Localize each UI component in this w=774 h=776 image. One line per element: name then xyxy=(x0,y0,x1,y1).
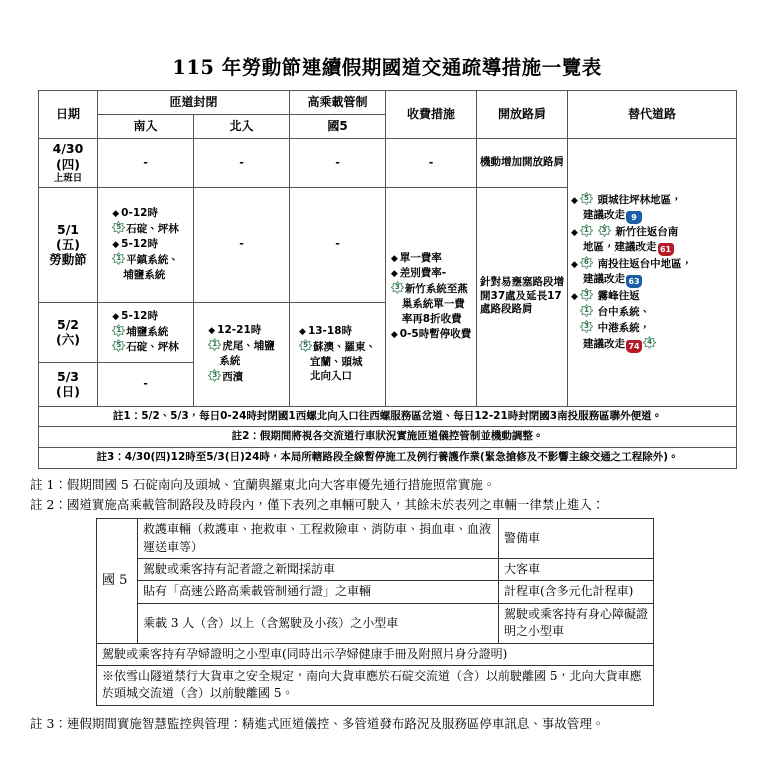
measure-line xyxy=(112,252,179,268)
header-date: 日期 xyxy=(39,91,98,139)
toll-measures-list xyxy=(391,251,471,341)
outer-note-1: 註 1：假期間國 5 石碇南向及頭城、宜蘭與羅東北向大客車優先通行措施照常實施。 xyxy=(30,476,496,492)
header-toll: 收費措施 xyxy=(386,91,477,139)
measure-line xyxy=(571,288,733,304)
freeway-plum-marker-1: 1 xyxy=(112,252,125,265)
inner-note-2: 註2：假期間將視各交流道行車狀況實施匝道儀控管制並機動調整。 xyxy=(39,427,737,448)
highway-shield-9: 9 xyxy=(626,211,642,224)
measure-text: 13-18時 xyxy=(307,324,353,337)
freeway-plum-marker-5: 5 xyxy=(112,339,125,352)
measure-line xyxy=(112,237,179,252)
bullet-diamond-icon: ◆ xyxy=(390,329,398,340)
main-table-wrapper xyxy=(0,78,774,468)
measure-text: 差別費率- xyxy=(399,267,447,280)
outer-note-3: 註 3：連假期間實施智慧監控與管理：精進式匝道儀控、多管道發布路況及服務區停車訊息、事故管理。 xyxy=(30,715,605,731)
bullet-diamond-icon: ◆ xyxy=(390,254,398,265)
inner-note-row xyxy=(39,427,737,448)
vehicle-left-0: 救護車輛（救護車、拖救車、工程救險車、消防車、捐血車、血液運送車等） xyxy=(138,519,499,559)
freeway-plum-marker-1: 1 xyxy=(580,304,593,317)
vehicle-right-2: 計程車(含多元化計程車) xyxy=(499,581,654,603)
measure-text: 系統 xyxy=(219,355,241,368)
measure-line xyxy=(208,354,275,369)
measure-line xyxy=(208,369,275,385)
measure-text: 中港系統， xyxy=(597,321,651,334)
freeway-plum-marker-3: 3 xyxy=(391,281,404,294)
bullet-diamond-icon: ◆ xyxy=(571,196,578,207)
freeway-plum-marker-5: 5 xyxy=(299,339,312,352)
outer-notes xyxy=(0,469,774,516)
north-0501: - xyxy=(194,187,290,302)
freeway-plum-marker-3: 3 xyxy=(580,320,593,333)
measure-text: 北向入口 xyxy=(310,370,353,383)
traffic-measures-table xyxy=(38,90,737,468)
date-cell-0503 xyxy=(39,362,98,406)
freeway-plum-marker-3: 3 xyxy=(208,369,221,382)
table-row xyxy=(97,603,654,643)
bullet-diamond-icon: ◆ xyxy=(390,269,398,280)
measure-text: 5-12時 xyxy=(121,238,158,251)
shoulder-cell: 針對易壅塞路段增開37處及延長17處路段路肩 xyxy=(477,187,568,406)
header-alternate: 替代道路 xyxy=(568,91,737,139)
measure-line xyxy=(299,355,376,370)
date-cell-0502 xyxy=(39,302,98,362)
header-north-entry: 北入 xyxy=(194,115,290,139)
table-row xyxy=(39,139,737,187)
toll-0430: - xyxy=(386,139,477,187)
page-title: 115 年勞動節連續假期國道交通疏導措施一覽表 xyxy=(172,56,602,79)
measure-text: 南投往返台中地區， xyxy=(597,258,693,271)
measure-line xyxy=(391,312,471,327)
measure-line xyxy=(112,206,179,221)
freeway-plum-marker-1: 1 xyxy=(208,338,221,351)
date-cell-0501 xyxy=(39,187,98,302)
inner-note-3: 註3：4/30(四)12時至5/3(日)24時，本局所轄路段全線暫停施工及例行養護作業(緊急搶修及不影響主線交通之工程除外)。 xyxy=(39,448,737,469)
highway-shield-63: 63 xyxy=(626,275,642,288)
vehicle-left-1: 駕駛或乘客持有記者證之新聞採訪車 xyxy=(138,559,499,581)
north-0502 xyxy=(194,302,290,406)
freeway-plum-marker-1: 1 xyxy=(580,224,593,237)
measure-line xyxy=(571,272,733,288)
bullet-diamond-icon: ◆ xyxy=(571,228,578,239)
freeway-plum-marker-5: 5 xyxy=(112,221,125,234)
vehicle-table-wrapper xyxy=(0,515,774,706)
vehicle-left-3: 乘載 3 人（含）以上（含駕駛及小孩）之小型車 xyxy=(138,603,499,643)
measure-text: 0-5時暫停收費 xyxy=(399,327,472,340)
header-ramp-closure: 匝道封閉 xyxy=(98,91,290,115)
measure-text: 石碇、坪林 xyxy=(126,223,179,236)
date-value: 5/2 xyxy=(57,316,79,332)
measure-line xyxy=(112,221,179,237)
hov-0501: - xyxy=(290,187,386,302)
inner-note-row xyxy=(39,406,737,427)
table-row xyxy=(97,559,654,581)
freeway-plum-marker-3: 3 xyxy=(598,224,611,237)
measure-line xyxy=(391,266,471,281)
inner-note-1: 註1：5/2、5/3，每日0-24時封閉國1西螺北向入口往西螺服務區岔道、每日12-21時封閉國3南投服務區聯外便道。 xyxy=(39,406,737,427)
highway-shield-61: 61 xyxy=(658,243,674,256)
toll-cell xyxy=(386,187,477,406)
alternate-routes-cell xyxy=(568,139,737,406)
measure-line xyxy=(208,338,275,354)
measure-line xyxy=(391,251,471,266)
freeway-plum-marker-1: 1 xyxy=(112,324,125,337)
measure-line xyxy=(299,324,376,339)
measure-text: 埔鹽系統 xyxy=(123,268,166,281)
measure-text: 石碇、坪林 xyxy=(126,341,179,354)
bullet-diamond-icon: ◆ xyxy=(571,260,578,271)
measure-text: 蘇澳、羅東、 xyxy=(313,340,377,353)
date-note: 勞動節 xyxy=(49,252,87,268)
measure-text: 埔鹽系統 xyxy=(126,325,169,338)
vehicle-left-2: 貼有「高速公路高乘載管制通行證」之車輛 xyxy=(138,581,499,603)
measure-line xyxy=(571,224,733,240)
date-value: 4/30 xyxy=(52,141,84,157)
measure-line xyxy=(299,339,376,355)
measure-text: 建議改走 xyxy=(583,209,626,222)
date-note: 上班日 xyxy=(53,172,83,184)
measure-text: 頭城往坪林地區， xyxy=(597,194,682,207)
south-0430: - xyxy=(98,139,194,187)
date-cell-0430 xyxy=(39,139,98,187)
measure-line xyxy=(112,268,179,283)
measure-text: 0-12時 xyxy=(121,207,158,220)
alternate-routes-list xyxy=(571,192,733,352)
south-0502 xyxy=(98,302,194,362)
measure-line xyxy=(391,281,471,297)
date-weekday: (五) xyxy=(56,236,80,252)
measure-text: 地區，建議改走 xyxy=(583,241,657,254)
vehicle-full-row-1: ※依雪山隧道禁行大貨車之安全規定，南向大貨車應於石碇交流道（含）以前駛離國 5，北向大貨車應於頭城交流道（含）以前駛離國 5。 xyxy=(97,666,654,706)
date-weekday: (四) xyxy=(56,156,80,172)
vehicle-full-row-0: 駕駛或乘客持有孕婦證明之小型車(同時出示孕婦健康手冊及附照片身分證明) xyxy=(97,643,654,665)
measure-text: 建議改走 xyxy=(583,337,626,350)
outer-note-2: 註 2：國道實施高乘載管制路段及時段內，僅下表列之車輛可駛入，其餘未於表列之車輛一律禁止進入： xyxy=(30,497,605,513)
date-weekday: (日) xyxy=(56,384,80,400)
measure-line xyxy=(571,304,733,320)
date-value: 5/3 xyxy=(57,368,79,384)
header-freeway5: 國5 xyxy=(290,115,386,139)
bullet-diamond-icon: ◆ xyxy=(299,326,306,337)
table-row xyxy=(97,643,654,665)
bullet-diamond-icon: ◆ xyxy=(112,209,120,220)
measure-line xyxy=(208,323,275,338)
hov-0502 xyxy=(290,302,386,406)
bullet-diamond-icon: ◆ xyxy=(112,240,120,251)
measure-text: 宜蘭、頭城 xyxy=(310,355,363,368)
measure-text: 西濱 xyxy=(222,370,244,383)
permitted-vehicles-table xyxy=(96,518,654,706)
measure-text: 平鎮系統、 xyxy=(126,253,179,266)
south-0503: - xyxy=(98,362,194,406)
north-0502-list xyxy=(208,323,275,385)
measure-text: 單一費率 xyxy=(399,252,442,265)
freeway-plum-marker-5: 5 xyxy=(580,192,593,205)
freeway-plum-marker-4: 4 xyxy=(643,336,656,349)
header-hov: 高乘載管制 xyxy=(290,91,386,115)
measure-text: 霧峰往返 xyxy=(597,289,640,302)
south-0502-list xyxy=(112,309,179,356)
measure-line xyxy=(391,297,471,312)
hov-0502-list xyxy=(299,324,376,385)
bullet-diamond-icon: ◆ xyxy=(571,291,578,302)
hov-0430: - xyxy=(290,139,386,187)
table-row xyxy=(97,581,654,603)
header-shoulder: 開放路肩 xyxy=(477,91,568,139)
measure-line xyxy=(112,324,179,340)
measure-line xyxy=(571,256,733,272)
freeway-plum-marker-3: 3 xyxy=(580,288,593,301)
measure-text: 率再8折收費 xyxy=(401,312,462,325)
measure-line xyxy=(391,327,471,342)
measure-text: 建議改走 xyxy=(583,272,626,285)
date-value: 5/1 xyxy=(57,221,79,237)
measure-text: 虎尾、埔鹽 xyxy=(222,340,275,353)
table-header-row-1 xyxy=(39,91,737,115)
measure-line xyxy=(571,192,733,208)
measure-line xyxy=(571,208,733,224)
bullet-diamond-icon: ◆ xyxy=(112,311,120,322)
measure-text: 12-21時 xyxy=(217,324,262,337)
inner-note-row xyxy=(39,448,737,469)
measure-line xyxy=(112,339,179,355)
vehicle-right-0: 警備車 xyxy=(499,519,654,559)
measure-line xyxy=(571,320,733,336)
measure-line xyxy=(571,240,733,256)
south-0501 xyxy=(98,187,194,302)
vehicle-row-label: 國 5 xyxy=(97,519,138,643)
measure-line xyxy=(299,369,376,384)
measure-text: 台中系統、 xyxy=(597,305,651,318)
vehicle-right-3: 駕駛或乘客持有身心障礙證明之小型車 xyxy=(499,603,654,643)
freeway-plum-marker-6: 6 xyxy=(580,256,593,269)
measure-text: 巢系統單一費 xyxy=(401,298,465,311)
south-0501-list xyxy=(112,206,179,283)
table-row xyxy=(97,519,654,559)
vehicle-right-1: 大客車 xyxy=(499,559,654,581)
table-row xyxy=(97,666,654,706)
header-south-entry: 南入 xyxy=(98,115,194,139)
highway-shield-74: 74 xyxy=(626,340,642,353)
measure-line xyxy=(571,336,733,353)
bullet-diamond-icon: ◆ xyxy=(208,326,216,337)
measure-text: 5-12時 xyxy=(121,309,158,322)
measure-text: 新竹往返台南 xyxy=(615,226,679,239)
measure-line xyxy=(112,309,179,324)
measure-text: 新竹系統至燕 xyxy=(404,283,468,296)
north-0430: - xyxy=(194,139,290,187)
shoulder-0430: 機動增加開放路肩 xyxy=(477,139,568,187)
date-weekday: (六) xyxy=(56,332,80,348)
